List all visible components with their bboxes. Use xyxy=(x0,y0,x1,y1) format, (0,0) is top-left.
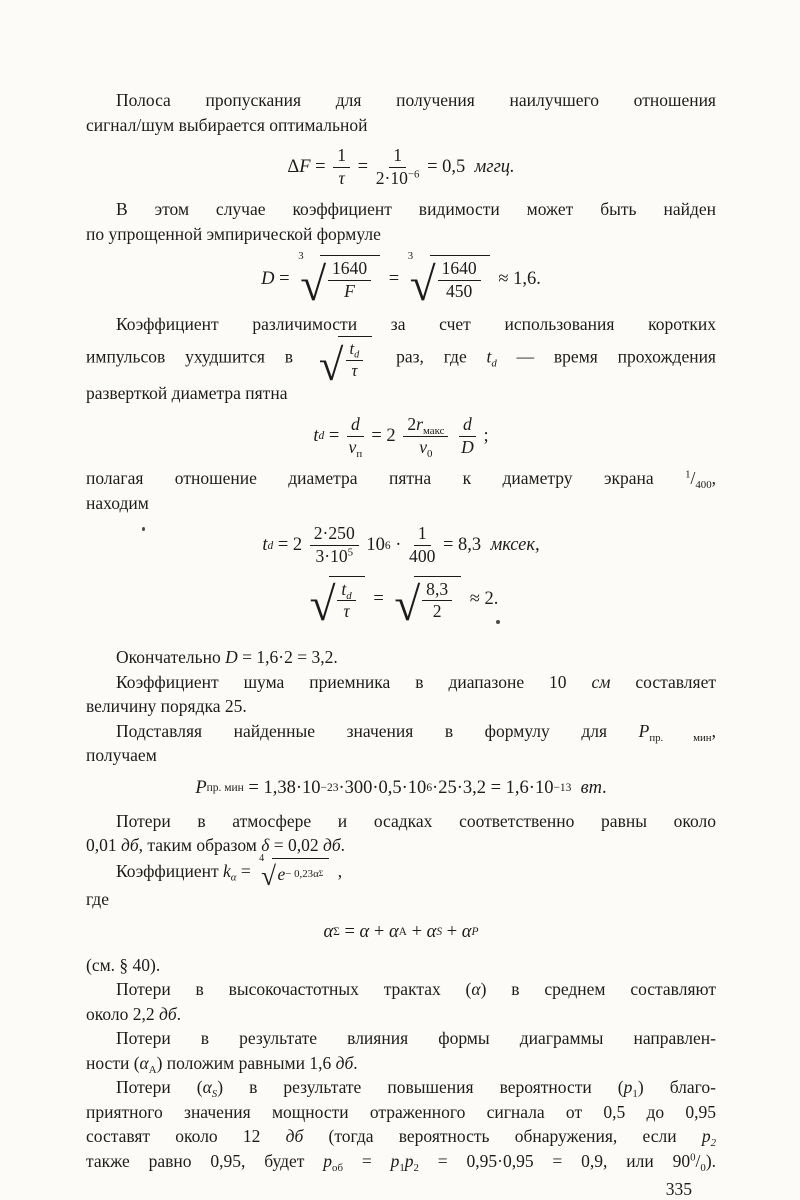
text-run: = xyxy=(324,425,344,446)
text-run: ности ( xyxy=(86,1052,140,1073)
numerator xyxy=(422,580,452,602)
formula-p-min: P пр. мин = 1,38·10 −23 ·300·0,5·10 6 ·25·3,2 = 1,6·10 −13 вт . xyxy=(86,777,716,800)
text-run: −6 xyxy=(407,167,420,180)
text-line xyxy=(86,312,716,337)
text-run: 0 xyxy=(700,1161,706,1174)
text-run: d xyxy=(463,413,472,434)
text-run: 5 xyxy=(347,546,354,559)
text-run: . xyxy=(602,777,607,798)
paragraph-assuming-ratio xyxy=(86,466,716,515)
text-run: r xyxy=(416,413,423,434)
fraction xyxy=(403,413,448,460)
text-run: p xyxy=(623,1077,633,1098)
paragraph-probability-losses xyxy=(86,1075,716,1173)
fraction xyxy=(376,146,420,188)
text-run: F xyxy=(344,281,355,302)
formula-td-value: t d = 2 $\frac{2\cdot 250}{3\cdot 10^5}$ 10 6 · $\frac{1}{400}$ = 8,3 мксек, xyxy=(262,523,540,567)
text-run: 1640 xyxy=(441,258,477,279)
fraction xyxy=(310,524,359,566)
text-run: = xyxy=(274,268,295,289)
fraction xyxy=(337,580,355,622)
paragraph-k-alpha xyxy=(86,852,716,891)
text-run: Потери в высокочастотных трактах ( xyxy=(116,979,472,1000)
text-run: находим xyxy=(86,492,149,513)
text-run xyxy=(451,425,456,448)
radical-body xyxy=(414,576,461,623)
denominator xyxy=(419,437,432,458)
text-run: d xyxy=(491,357,497,370)
text-run: α xyxy=(426,921,437,942)
text-run: А xyxy=(148,1063,157,1076)
text-line xyxy=(86,88,716,113)
text-run: ) в результате повышения вероятности ( xyxy=(217,1077,624,1098)
text-run: v xyxy=(419,436,428,457)
formula-alpha-sum: α Σ = α + α А + α S + α P xyxy=(86,921,716,944)
text-run: ). xyxy=(705,1150,717,1171)
text-run: t xyxy=(486,346,492,367)
text-run: α xyxy=(388,921,399,942)
text-run: = xyxy=(342,1150,391,1171)
text-run: Потери в результате влияния формы диаграммы направлен- xyxy=(116,1028,716,1049)
text-run: D xyxy=(261,268,275,289)
text-run: приятного значения мощности отраженного сигнала от 0,5 до 0,95 xyxy=(86,1101,716,1122)
text-line xyxy=(86,743,716,768)
radical-sign: √ xyxy=(409,258,436,311)
text-run: , xyxy=(711,468,716,489)
text-run: получаем xyxy=(86,745,157,766)
radical xyxy=(392,576,461,632)
radical-sign: √ xyxy=(309,579,336,632)
denominator xyxy=(433,601,442,622)
text-run: Δ xyxy=(287,156,300,177)
text-run: (тогда вероятность обнаружения, если xyxy=(303,1126,702,1147)
numerator xyxy=(403,415,448,437)
denominator xyxy=(446,281,472,302)
numerator xyxy=(389,146,406,168)
text-run: ) благо- xyxy=(637,1077,716,1098)
text-run: 2 xyxy=(407,413,417,434)
text-run: = 1,6·2 = 3,2. xyxy=(237,647,338,668)
text-run: В этом случае коэффициент видимости может быть найден xyxy=(116,199,716,220)
text-run: мггц. xyxy=(474,156,515,177)
radical xyxy=(308,576,365,632)
text-run: D xyxy=(225,647,238,668)
formula-d-cube-root xyxy=(86,250,716,311)
text-line xyxy=(86,1026,716,1051)
text-line xyxy=(86,1100,716,1125)
text-run: = xyxy=(339,921,360,942)
text-run: d xyxy=(350,413,360,434)
text-run: d xyxy=(346,589,352,602)
text-run: Окончательно xyxy=(116,647,226,668)
text-line xyxy=(86,197,716,222)
text-run: = xyxy=(236,860,256,881)
text-run: Подставляя найденные значения в формулу для xyxy=(116,720,639,741)
fraction xyxy=(422,580,452,622)
text-run: P xyxy=(638,720,650,741)
text-run: дб xyxy=(121,835,139,856)
numerator xyxy=(337,580,355,602)
fraction xyxy=(459,415,476,457)
fraction xyxy=(347,413,364,460)
text-line xyxy=(86,833,716,858)
text-line xyxy=(86,1051,716,1076)
text-run: Потери ( xyxy=(116,1077,203,1098)
text-run: = 0,5 xyxy=(422,156,475,177)
text-line xyxy=(86,1124,716,1149)
text-run: = 2 xyxy=(366,425,401,446)
text-run: k xyxy=(223,860,231,881)
paragraph-see-reference: (см. § 40). xyxy=(86,954,161,975)
denominator xyxy=(376,168,420,189)
text-run: 2 xyxy=(710,1137,716,1150)
denominator xyxy=(409,546,435,567)
text-run: составляет xyxy=(610,671,716,692)
text-run: = xyxy=(310,156,331,177)
text-run: Коэффициент различимости за счет использования коротких xyxy=(116,313,716,334)
text-run: · xyxy=(390,534,407,555)
numerator xyxy=(438,259,481,281)
fraction xyxy=(328,259,371,301)
paragraph-noise-figure xyxy=(86,670,716,719)
fraction xyxy=(409,524,435,566)
text-line xyxy=(86,381,716,406)
text-run: 8,3 xyxy=(426,578,449,599)
text-run: 1640 xyxy=(331,258,368,279)
text-run: составят около 12 xyxy=(86,1126,286,1147)
text-line xyxy=(86,1075,716,1100)
text-run: ) положим равными 1,6 xyxy=(156,1052,336,1073)
text-run: 10 xyxy=(361,534,385,555)
scan-speck xyxy=(142,527,145,531)
text-run: , xyxy=(711,720,716,741)
numerator xyxy=(310,524,359,546)
text-run: p xyxy=(404,1150,414,1171)
text-run: . xyxy=(353,1052,358,1073)
text-run: = 2 xyxy=(273,534,307,555)
paragraph-pattern-losses xyxy=(86,1026,716,1075)
text-run: вт xyxy=(580,777,603,798)
text-run: 2 xyxy=(432,601,442,622)
text-run: t xyxy=(349,339,355,359)
text-run: α xyxy=(202,1077,212,1098)
text-run: S xyxy=(211,1088,218,1101)
text-run: ; xyxy=(478,425,489,446)
radical-body xyxy=(430,255,490,302)
page-number: 335 xyxy=(665,1179,692,1200)
text-run: 3·10 xyxy=(315,546,348,567)
text-run: раз, где xyxy=(376,346,487,367)
paragraph-atmosphere-losses xyxy=(86,809,716,858)
text-run: 0 xyxy=(427,447,433,460)
text-run: Полоса пропускания для получения наилучшего отношения xyxy=(116,90,716,110)
text-run: 450 xyxy=(445,281,473,302)
text-run: δ xyxy=(261,835,270,856)
radical xyxy=(407,250,490,311)
radical-sign: √ xyxy=(318,340,344,391)
radical-index: 3 xyxy=(298,250,304,263)
text-run: / xyxy=(695,1150,701,1171)
text-run: = 8,3 xyxy=(438,534,491,555)
text-run: / xyxy=(690,468,696,489)
text-line xyxy=(86,694,716,719)
text-run: пр. мин xyxy=(649,731,712,744)
text-run: , таким образом xyxy=(138,835,262,856)
text-run: p xyxy=(390,1150,400,1171)
paragraph-where: где xyxy=(86,889,109,910)
text-run: α xyxy=(323,921,334,942)
text-run: v xyxy=(348,436,357,457)
text-run: дб xyxy=(285,1126,304,1147)
text-run: импульсов ухудшится в xyxy=(86,346,313,367)
radical-body xyxy=(320,255,380,302)
text-run: t xyxy=(341,578,347,599)
paragraph-distinguishability xyxy=(86,312,716,406)
text-run: Потери в атмосфере и осадках соответственно равны около xyxy=(116,810,716,831)
fraction xyxy=(333,146,350,188)
text-run: см xyxy=(591,671,611,692)
text-run: Коэффициент xyxy=(116,860,223,881)
numerator xyxy=(333,146,350,168)
numerator xyxy=(459,415,476,437)
radical xyxy=(317,336,372,391)
text-run: 2 xyxy=(413,1161,419,1174)
text-run: 1 xyxy=(417,523,427,544)
text-run: 0,01 xyxy=(86,835,121,856)
scan-speck xyxy=(496,620,500,624)
text-run: + xyxy=(369,921,389,942)
text-run: p xyxy=(701,1126,711,1147)
text-run: P xyxy=(195,777,207,798)
text-line xyxy=(86,1002,716,1027)
text-run: = 1,38·10 xyxy=(243,777,321,798)
radical xyxy=(298,250,380,311)
page-content xyxy=(86,88,716,1200)
text-run: около 2,2 xyxy=(86,1003,159,1024)
text-run: мксек, xyxy=(490,534,540,555)
text-run: ) в среднем составляют xyxy=(480,979,716,1000)
text-run: 1 xyxy=(337,145,347,165)
text-line xyxy=(86,1149,716,1174)
text-run: — время прохождения xyxy=(496,346,716,367)
radical-sign: √ xyxy=(261,860,276,891)
text-run: = 0,02 xyxy=(269,835,323,856)
text-run: = xyxy=(353,156,373,177)
text-line xyxy=(86,113,716,138)
text-run: 400 xyxy=(695,479,712,492)
text-run: α xyxy=(461,921,472,942)
text-line xyxy=(86,222,716,247)
text-line xyxy=(86,809,716,834)
text-line xyxy=(86,719,716,744)
denominator xyxy=(461,437,474,458)
text-run: 2·250 xyxy=(313,523,355,544)
text-run: + xyxy=(442,921,462,942)
numerator xyxy=(347,415,364,437)
text-run: ≈ 2. xyxy=(465,588,499,609)
text-run: F xyxy=(299,156,311,177)
text-run: = xyxy=(368,588,389,609)
text-run: t xyxy=(313,425,319,446)
denominator xyxy=(351,361,357,381)
text-run: α xyxy=(359,921,370,942)
text-line xyxy=(86,977,716,1002)
paragraph-bandwidth xyxy=(86,88,716,137)
radical-body xyxy=(329,576,364,623)
text-run: дб xyxy=(322,835,341,856)
radical-body: e − 0,23α Σ xyxy=(272,858,329,888)
text-run: 1 xyxy=(685,468,691,481)
text-run: также равно 0,95, будет xyxy=(86,1150,324,1171)
text-run: 400 xyxy=(409,546,436,567)
text-run: сигнал/шум выбирается оптимальной xyxy=(86,114,368,135)
text-run: τ xyxy=(343,601,350,622)
fraction xyxy=(346,340,364,380)
text-run: ≈ 1,6. xyxy=(493,268,541,289)
text-run: = 0,95·0,95 = 0,9, или 90 xyxy=(418,1150,691,1171)
text-run: α xyxy=(139,1052,149,1073)
text-run: α xyxy=(471,979,481,1000)
text-run: + xyxy=(406,921,427,942)
text-run: τ xyxy=(338,167,345,188)
denominator xyxy=(338,168,344,189)
text-run: . xyxy=(176,1003,182,1024)
text-run: по упрощенной эмпирической формуле xyxy=(86,223,381,244)
text-run xyxy=(571,777,580,800)
text-run: Коэффициент шума приемника в диапазоне 10 xyxy=(116,671,592,692)
text-run: = xyxy=(384,268,404,289)
text-run: 1 xyxy=(399,1161,405,1174)
paragraph-final-d xyxy=(86,645,716,670)
numerator xyxy=(414,524,431,546)
text-run: дб xyxy=(335,1052,354,1073)
paragraph-visibility-coefficient xyxy=(86,197,716,246)
text-run: α xyxy=(230,871,237,884)
denominator xyxy=(344,281,355,302)
text-run: п xyxy=(356,447,363,460)
text-line xyxy=(86,670,716,695)
radical xyxy=(259,852,329,891)
text-run: d xyxy=(354,349,360,361)
denominator xyxy=(343,601,349,622)
radical-body xyxy=(338,336,373,381)
radical-sign: √ xyxy=(300,258,327,311)
text-run: e xyxy=(277,863,286,884)
text-line xyxy=(86,491,716,516)
denominator xyxy=(349,437,363,458)
formula-td-definition: t d = $\frac{d}{v_п}$ = 2 $\frac{2r_{макс}}{v_0}$ $\frac{d}{D}$ ; xyxy=(313,413,489,460)
text-run: t xyxy=(262,534,268,555)
text-run: 1 xyxy=(632,1088,638,1101)
text-run: , xyxy=(333,860,343,881)
text-run: ·300·0,5·10 xyxy=(338,777,427,798)
numerator xyxy=(346,340,364,361)
text-run: разверткой диаметра пятна xyxy=(86,383,288,404)
text-line xyxy=(86,336,716,391)
text-run: дб xyxy=(159,1003,177,1024)
denominator xyxy=(315,546,353,567)
paragraph-substituting xyxy=(86,719,716,768)
formula-sqrt-ratio xyxy=(86,576,716,632)
radical-index: 3 xyxy=(407,250,414,263)
text-run: p xyxy=(323,1150,333,1171)
paragraph-hf-tract-losses xyxy=(86,977,716,1026)
text-run: . xyxy=(340,835,345,856)
formula-delta-f xyxy=(86,146,716,188)
text-run: τ xyxy=(351,360,358,380)
fraction xyxy=(438,259,481,301)
text-run: об xyxy=(332,1161,343,1174)
text-run: величину порядка 25. xyxy=(86,696,247,717)
text-line xyxy=(86,466,716,491)
text-run: макс xyxy=(422,424,445,437)
radical-index: 4 xyxy=(259,852,265,864)
text-run: D xyxy=(461,436,474,457)
numerator xyxy=(328,259,371,281)
text-run: 0 xyxy=(690,1151,696,1164)
text-run: ·25·3,2 = 1,6·10 xyxy=(432,777,554,798)
radical-sign: √ xyxy=(394,579,421,632)
text-run: 1 xyxy=(393,145,402,165)
text-run: полагая отношение диаметра пятна к диаметру экрана xyxy=(86,468,686,489)
text-run: 2·10 xyxy=(375,167,408,188)
